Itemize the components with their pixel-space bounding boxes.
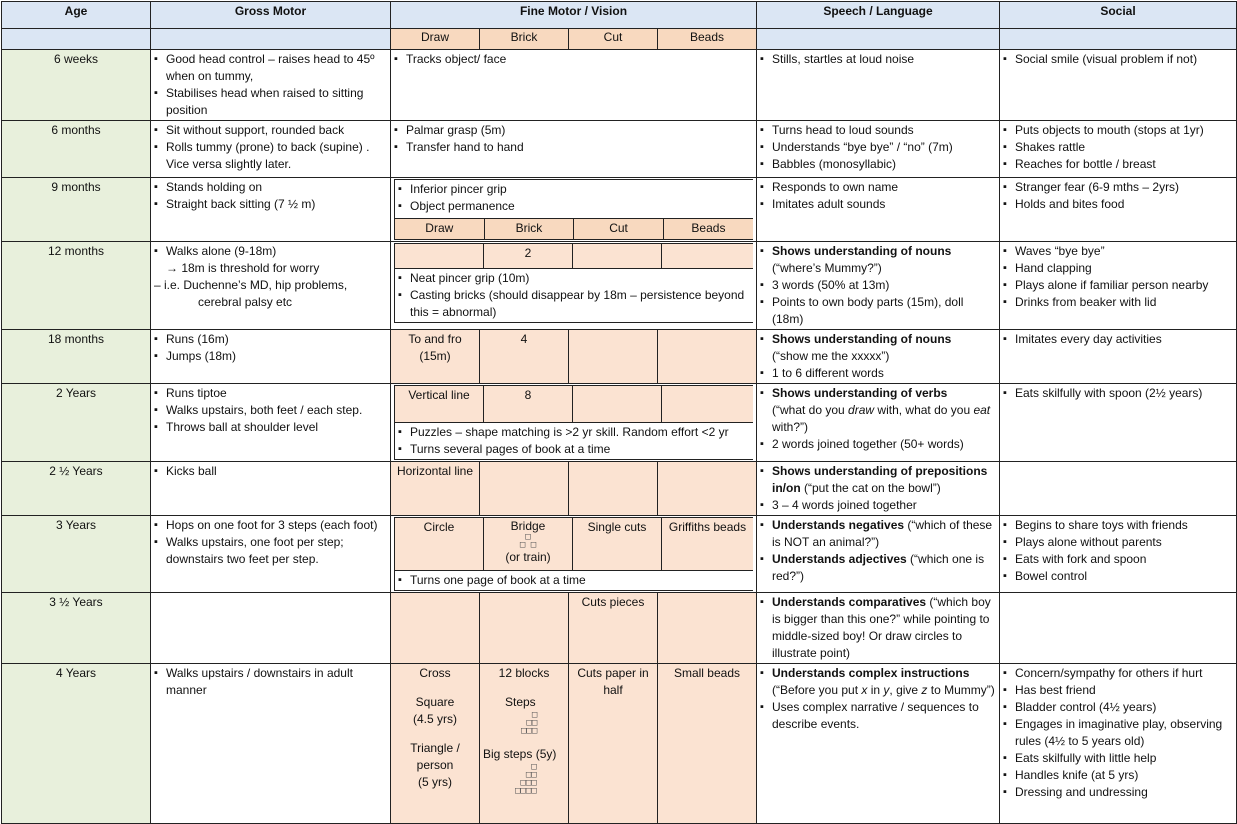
social-cell	[1000, 516, 1237, 593]
list-item: ▪ Shakes rattle	[1003, 139, 1233, 156]
age-cell: 6 weeks	[2, 50, 151, 121]
list-item: ▪ Eats with fork and spoon	[1003, 551, 1233, 568]
age-cell: 4 Years	[2, 664, 151, 824]
speech-bold: Shows understanding of verbs	[772, 386, 948, 400]
list-item: ▪ Casting bricks (should disappear by 18m – persistence beyond this = abnormal)	[398, 287, 750, 321]
gross-cell	[151, 593, 391, 664]
age-cell: 9 months	[2, 178, 151, 242]
row-18-months	[2, 330, 1237, 384]
list-item: ▪ Babbles (monosyllabic)	[760, 156, 996, 173]
text-span: (“which boy is bigger than this one?” while pointing to middle-sized boy! Or draw circles to illustrate point)	[772, 595, 991, 660]
list-item: ▪ 3 – 4 words joined together	[760, 497, 996, 514]
list-item: ▪ Social smile (visual problem if not)	[1003, 51, 1233, 68]
list-item: ▪ 1 to 6 different words	[760, 365, 996, 382]
speech-cell	[757, 384, 1000, 462]
subheader-brick: Brick	[484, 219, 574, 240]
brick-label: Bridge	[510, 519, 546, 533]
age-cell: 6 months	[2, 121, 151, 178]
speech-cell	[757, 330, 1000, 384]
subheader-draw: Draw	[395, 219, 485, 240]
gross-cell	[151, 242, 391, 330]
subheader-cut: Cut	[569, 29, 658, 50]
list-item: ▪ Hops on one foot for 3 steps (each foot)	[154, 517, 387, 534]
header-gross-motor: Gross Motor	[151, 2, 391, 29]
list-item: ▪ Responds to own name	[760, 179, 996, 196]
age-cell: 18 months	[2, 330, 151, 384]
gross-cell	[151, 516, 391, 593]
list-item: ▪ 2 words joined together (50+ words)	[760, 436, 996, 453]
speech-cell	[757, 178, 1000, 242]
speech-cell	[757, 121, 1000, 178]
header-age: Age	[2, 2, 151, 29]
draw-cell: Vertical line	[395, 386, 484, 423]
list-item: ▪ Imitates adult sounds	[760, 196, 996, 213]
list-item: ▪ Sit without support, rounded back	[154, 122, 387, 139]
age-cell: 2 ½ Years	[2, 462, 151, 516]
row-2-5-years	[2, 462, 1237, 516]
text-span: with?”)	[772, 420, 809, 434]
draw-cell: Circle	[395, 518, 484, 571]
row-3-5-years	[2, 593, 1237, 664]
list-item: ▪ Turns one page of book at a time	[398, 572, 750, 589]
fine-cell	[391, 384, 757, 462]
brick-cell	[480, 664, 569, 824]
speech-bold: Shows understanding of prepositions in/on	[772, 464, 988, 495]
text-span: (“which one is red?”)	[772, 552, 985, 583]
list-item: (“where’s Mummy?”)	[772, 261, 882, 275]
subheader-beads: Beads	[663, 219, 753, 240]
list-item: ▪ Stabilises head when raised to sitting position	[154, 85, 387, 119]
text-span: (“which of these is NOT an animal?”)	[772, 518, 993, 549]
brick-cell: 8	[484, 386, 573, 423]
text-span: , give	[889, 683, 922, 697]
text-span: x	[861, 683, 868, 697]
list-item: ▪ Concern/sympathy for others if hurt	[1003, 665, 1233, 682]
beads-cell: Griffiths beads	[662, 518, 754, 571]
fine-cell	[391, 242, 757, 330]
gross-cell	[151, 462, 391, 516]
fine-cell	[391, 50, 757, 121]
gross-cell	[151, 121, 391, 178]
cut-cell: Cuts pieces	[569, 593, 658, 664]
list-item: ▪ Straight back sitting (7 ½ m)	[154, 196, 387, 213]
text-span: in	[867, 683, 884, 697]
steps-blocks-icon: □ □□ □□□	[521, 710, 538, 736]
social-cell	[1000, 121, 1237, 178]
row-6-months	[2, 121, 1237, 178]
gross-cell	[151, 384, 391, 462]
brick-value: 2	[484, 244, 573, 269]
list-item: ▪ Points to own body parts (15m), doll (18m)	[760, 294, 996, 328]
brick-label: (or train)	[505, 550, 551, 564]
row-3-years	[2, 516, 1237, 593]
list-item: ▪ Holds and bites food	[1003, 196, 1233, 213]
list-item: ▪ Transfer hand to hand	[394, 139, 753, 156]
milestones-table	[1, 1, 1237, 824]
list-item: ▪ Object permanence	[398, 198, 750, 215]
row-6-weeks	[2, 50, 1237, 121]
list-item: ▪ Begins to share toys with friends	[1003, 517, 1233, 534]
text-span: eat	[973, 403, 991, 417]
row-2-years	[2, 384, 1237, 462]
gross-cell	[151, 178, 391, 242]
big-steps-blocks-icon: □ □□ □□□ □□□□	[515, 762, 537, 796]
draw-cell	[391, 664, 480, 824]
list-item: – i.e. Duchenne’s MD, hip problems,	[154, 278, 348, 292]
list-item: ▪ Stranger fear (6-9 mths – 2yrs)	[1003, 179, 1233, 196]
header-fine-motor: Fine Motor / Vision	[391, 2, 757, 29]
text-span: draw	[848, 403, 875, 417]
beads-cell: Small beads	[658, 664, 757, 824]
list-item: ▪ Turns several pages of book at a time	[398, 441, 750, 458]
subheader-cut: Cut	[574, 219, 664, 240]
speech-cell	[757, 516, 1000, 593]
text-span: (“what do you	[772, 403, 849, 417]
text-span: y	[883, 683, 890, 697]
list-item: ▪ Drinks from beaker with lid	[1003, 294, 1233, 311]
speech-bold: Understands comparatives	[772, 595, 927, 609]
list-item: ▪ Palmar grasp (5m)	[394, 122, 753, 139]
list-item: ▪ Uses complex narrative / sequences to describe events.	[760, 699, 996, 733]
draw-cell: To and fro (15m)	[391, 330, 480, 384]
header-social: Social	[1000, 2, 1237, 29]
list-item: ▪ Puzzles – shape matching is >2 yr skill. Random effort <2 yr	[398, 424, 750, 441]
speech-cell	[757, 664, 1000, 824]
speech-cell	[757, 462, 1000, 516]
list-item: ▪ Walks upstairs / downstairs in adult manner	[154, 665, 387, 699]
list-item: ▪ Has best friend	[1003, 682, 1233, 699]
header-row	[2, 2, 1237, 29]
list-item: ▪ Bladder control (4½ years)	[1003, 699, 1233, 716]
age-cell: 3 ½ Years	[2, 593, 151, 664]
list-item: ▪ Neat pincer grip (10m)	[398, 270, 750, 287]
list-item: ▪ Turns head to loud sounds	[760, 122, 996, 139]
social-cell	[1000, 178, 1237, 242]
speech-bold: Understands negatives	[772, 518, 905, 532]
list-item: ▪ 3 words (50% at 13m)	[760, 277, 996, 294]
list-item: ▪ Tracks object/ face	[394, 51, 753, 68]
gross-cell	[151, 664, 391, 824]
brick-item: 12 blocks	[498, 666, 550, 680]
social-cell	[1000, 50, 1237, 121]
brick-item: Big steps (5y)	[483, 747, 557, 761]
text-span: z	[921, 683, 928, 697]
list-item: ▪ Reaches for bottle / breast	[1003, 156, 1233, 173]
list-item: ▪ Hand clapping	[1003, 260, 1233, 277]
list-item: ▪ Waves “bye bye”	[1003, 243, 1233, 260]
social-cell	[1000, 462, 1237, 516]
speech-bold: Shows understanding of nouns	[772, 332, 952, 346]
bridge-blocks-icon: □ □ □	[519, 532, 537, 550]
subheader-beads: Beads	[658, 29, 757, 50]
list-item: ▪ Engages in imaginative play, observing rules (4½ to 5 years old)	[1003, 716, 1233, 750]
row-9-months	[2, 178, 1237, 242]
speech-bold: Understands complex instructions	[772, 666, 970, 680]
speech-bold: Shows understanding of nouns	[772, 244, 952, 258]
social-cell	[1000, 664, 1237, 824]
list-item: ▪ Walks alone (9-18m)	[154, 243, 387, 260]
fine-cell	[391, 178, 757, 242]
speech-cell	[757, 593, 1000, 664]
list-item: ▪ Throws ball at shoulder level	[154, 419, 387, 436]
social-cell	[1000, 384, 1237, 462]
cut-cell: Cuts paper in half	[569, 664, 658, 824]
age-cell: 12 months	[2, 242, 151, 330]
draw-item: Square	[415, 695, 455, 709]
fine-cell	[391, 516, 757, 593]
speech-cell	[757, 50, 1000, 121]
list-item: ▪ Handles knife (at 5 yrs)	[1003, 767, 1233, 784]
list-item: → 18m is threshold for worry	[166, 261, 320, 275]
list-item: ▪ Stills, startles at loud noise	[760, 51, 996, 68]
age-cell: 3 Years	[2, 516, 151, 593]
list-item: ▪ Understands “bye bye” / “no” (7m)	[760, 139, 996, 156]
list-item: ▪ Walks upstairs, both feet / each step.	[154, 402, 387, 419]
draw-item: (5 yrs)	[418, 775, 452, 789]
list-item: ▪ Jumps (18m)	[154, 348, 387, 365]
social-cell	[1000, 242, 1237, 330]
draw-item: Cross	[419, 666, 451, 680]
draw-item: Triangle / person	[410, 741, 460, 772]
text-span: (“put the cat on the bowl”)	[800, 481, 941, 495]
age-cell: 2 Years	[2, 384, 151, 462]
brick-cell: 4	[480, 330, 569, 384]
brick-cell	[484, 518, 573, 571]
subheader-draw: Draw	[391, 29, 480, 50]
speech-bold: Understands adjectives	[772, 552, 907, 566]
subheader-row	[2, 29, 1237, 50]
list-item: ▪ Runs (16m)	[154, 331, 387, 348]
row-12-months	[2, 242, 1237, 330]
speech-cell	[757, 242, 1000, 330]
list-item: (“show me the xxxxx”)	[772, 349, 890, 363]
list-item: ▪ Good head control – raises head to 45º when on tummy,	[154, 51, 387, 85]
list-item: ▪ Walks upstairs, one foot per step; downstairs two feet per step.	[154, 534, 387, 568]
fine-cell	[391, 121, 757, 178]
list-item: ▪ Bowel control	[1003, 568, 1233, 585]
list-item: ▪ Rolls tummy (prone) to back (supine) . Vice versa slightly later.	[154, 139, 387, 173]
cut-cell: Single cuts	[573, 518, 662, 571]
list-item: ▪ Imitates every day activities	[1003, 331, 1233, 348]
social-cell	[1000, 330, 1237, 384]
list-item: ▪ Plays alone without parents	[1003, 534, 1233, 551]
header-speech: Speech / Language	[757, 2, 1000, 29]
social-cell	[1000, 593, 1237, 664]
subheader-brick: Brick	[480, 29, 569, 50]
list-item: cerebral palsy etc	[198, 295, 293, 309]
list-item: ▪ Dressing and undressing	[1003, 784, 1233, 801]
list-item: ▪ Puts objects to mouth (stops at 1yr)	[1003, 122, 1233, 139]
draw-item: (4.5 yrs)	[412, 712, 457, 726]
draw-cell: Horizontal line	[391, 462, 480, 516]
gross-cell	[151, 330, 391, 384]
list-item: ▪ Inferior pincer grip	[398, 181, 750, 198]
list-item: ▪ Eats skilfully with spoon (2½ years)	[1003, 385, 1233, 402]
text-span: (“Before you put	[772, 683, 862, 697]
brick-item: Steps	[505, 695, 536, 709]
gross-cell	[151, 50, 391, 121]
list-item: ▪ Eats skilfully with little help	[1003, 750, 1233, 767]
list-item: ▪ Kicks ball	[154, 463, 387, 480]
text-span: with, what do you	[874, 403, 974, 417]
row-4-years	[2, 664, 1237, 824]
text-span: to Mummy”)	[927, 683, 995, 697]
list-item: ▪ Stands holding on	[154, 179, 387, 196]
list-item: ▪ Plays alone if familiar person nearby	[1003, 277, 1233, 294]
list-item: ▪ Runs tiptoe	[154, 385, 387, 402]
